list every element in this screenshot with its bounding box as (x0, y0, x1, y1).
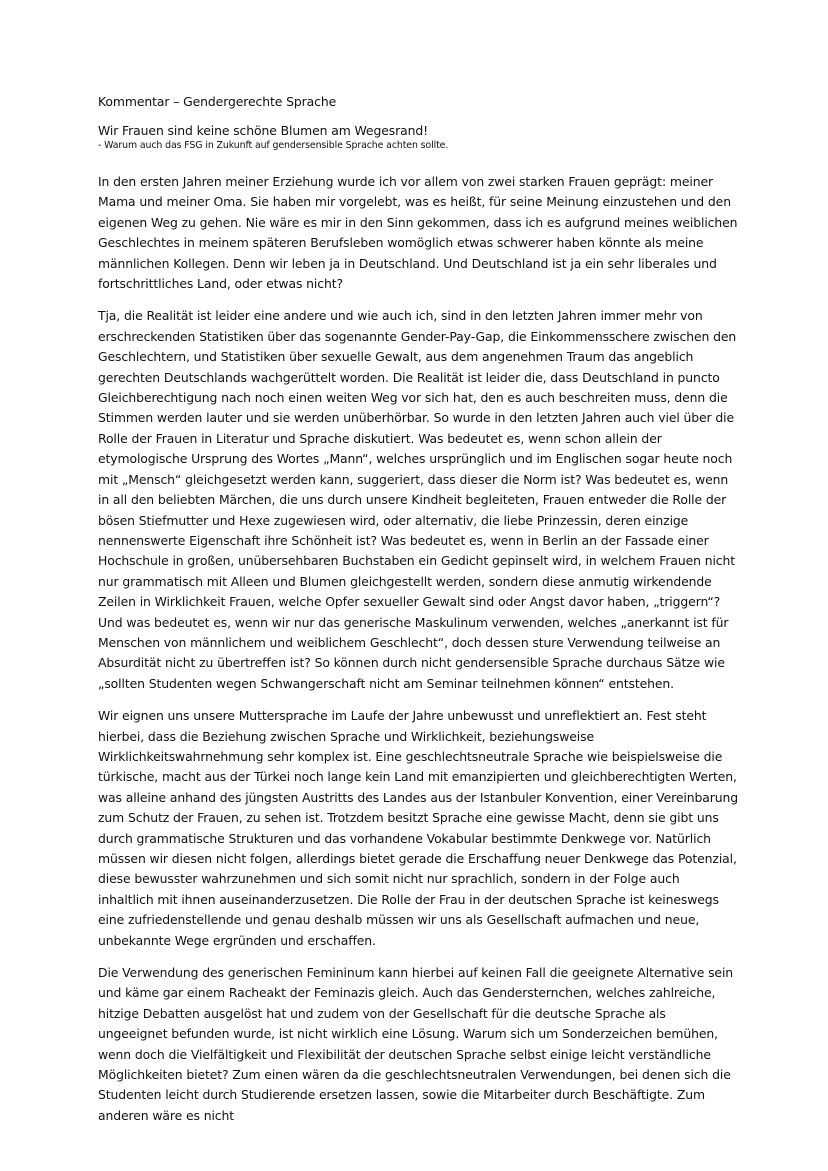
body-paragraph: In den ersten Jahren meiner Erziehung wurde ich vor allem von zwei starken Frauen geprägt: meiner Mama und meiner Oma. Sie haben mir vorgelebt, was es heißt, für seine Meinung einzustehen und den eigenen Weg zu gehen. Nie wäre es mir in den Sinn gekommen, dass ich es aufgrund meines weiblichen Geschlechtes in meinem späteren Berufsleben womöglich etwas schwerer haben könnte als meine männlichen Kollegen. Denn wir leben ja in Deutschland. Und Deutschland ist ja ein sehr liberales und fortschrittliches Land, oder etwas nicht? (98, 174, 738, 292)
document-label: Kommentar – Gendergerechte Sprache (98, 94, 337, 109)
body-paragraph: Tja, die Realität ist leider eine andere und wie auch ich, sind in den letzten Jahren immer mehr von erschreckenden Statistiken über das sogenannte Gender-Pay-Gap, die Einkommensschere zwischen den Geschlechtern, und Statistiken über sexuelle Gewalt, aus dem angenehmen Traum das angeblich gerechten Deutschlands wachgerüttelt worden. Die Realität ist leider die, dass Deutschland in puncto Gleichberechtigung nach noch einen weiten Weg vor sich hat, den es auch beschreiten muss, denn die Stimmen werden lauter und sie werden unüberhörbar. So wurde in den letzten Jahren auch viel über die Rolle der Frauen in Literatur und Sprache diskutiert. Was bedeutet es, wenn schon allein der etymologische Ursprung des Wortes „Mann“, welches ursprünglich und im Englischen sogar heute noch mit „Mensch“ gleichgesetzt werden kann, suggeriert, dass dieser die Norm ist? Was bedeutet es, wenn in all den beliebten Märchen, die uns durch unsere Kindheit begleiteten, Frauen entweder die Rolle der bösen Stiefmutter und Hexe zugewiesen wird, oder alternativ, die liebe Prinzessin, deren einzige nennenswerte Eigenschaft ihre Schönheit ist? Was bedeutet es, wenn in Berlin an der Fassade einer Hochschule in großen, unübersehbaren Buchstaben ein Gedicht gepinselt wird, in welchem Frauen nicht nur grammatisch mit Alleen und Blumen gleichgestellt werden, sondern diese anmutig wirkendende Zeilen in Wirklichkeit Frauen, welche Opfer sexueller Gewalt sind oder Angst davor haben, „triggern“? Und was bedeutet es, wenn wir nur das generische Maskulinum verwenden, welches „anerkannt ist für Menschen von männlichem und weiblichem Geschlecht“, doch dessen sture Verwendung teilweise an Absurdität nicht zu übertreffen ist? So können durch nicht gendersensible Sprache durchaus Sätze wie „sollten Studenten wegen Schwangerschaft nicht am Seminar teilnehmen können“ entstehen. (98, 308, 737, 691)
body-paragraph: Wir eignen uns unsere Muttersprache im Laufe der Jahre unbewusst und unreflektiert an. Fest steht hierbei, dass die Beziehung zwischen Sprache und Wirklichkeit, beziehungsweise Wirklichkeitswahrnehmung sehr komplex ist. Eine geschlechtsneutrale Sprache wie beispielsweise die türkische, macht aus der Türkei noch lange kein Land mit emanzipierten und gleichberechtigten Werten, was alleine anhand des jüngsten Austritts des Landes aus der Istanbuler Konvention, einer Vereinbarung zum Schutz der Frauen, zu sehen ist. Trotzdem besitzt Sprache eine gewisse Macht, denn sie gibt uns durch grammatische Strukturen und das vorhandene Vokabular bestimmte Denkwege vor. Natürlich müssen wir diesen nicht folgen, allerdings bietet gerade die Erschaffung neuer Denkwege das Potenzial, diese bewusster wahrzunehmen und sich somit nicht nur sprachlich, sondern in der Folge auch inhaltlich mit ihnen auseinanderzusetzen. Die Rolle der Frau in der deutschen Sprache ist keineswegs eine zufriedenstellende und genau deshalb müssen wir uns als Gesellschaft aufmachen und neue, unbekannte Wege ergründen und erschaffen. (98, 708, 738, 948)
document-subtitle: - Warum auch das FSG in Zukunft auf gendersensible Sprache achten sollte. (98, 140, 449, 151)
body-paragraph: Die Verwendung des generischen Femininum kann hierbei auf keinen Fall die geeignete Alternative sein und käme gar einem Racheakt der Feminazis gleich. Auch das Gendersternchen, welches zahlreiche, hitzige Debatten ausgelöst hat und zudem von der Gesellschaft für die deutsche Sprache als ungeeignet befunden wurde, ist nicht wirklich eine Lösung. Warum sich um Sonderzeichen bemühen, wenn doch die Vielfältigkeit und Flexibilität der deutschen Sprache selbst einige leicht verständliche Möglichkeiten bietet? Zum einen wären da die geschlechtsneutralen Verwendungen, bei denen sich die Studenten leicht durch Studierende ersetzen lassen, sowie die Mitarbeiter durch Beschäftigte. Zum anderen wäre es nicht (98, 965, 734, 1123)
document-title: Wir Frauen sind keine schöne Blumen am Wegesrand! (98, 123, 428, 138)
document-page (98, 93, 738, 1138)
